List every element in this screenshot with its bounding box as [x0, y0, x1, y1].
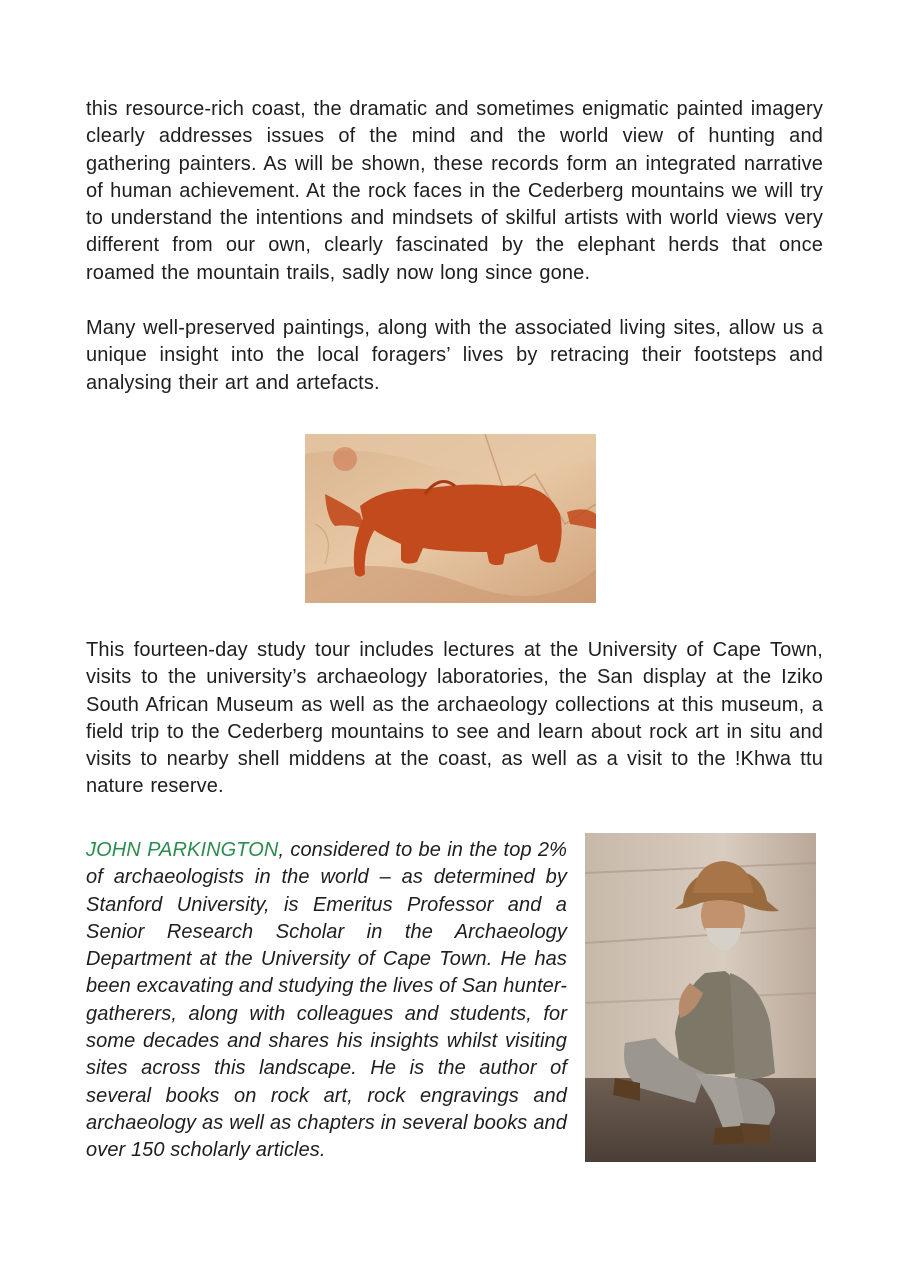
- rock-art-elephant-image: [305, 434, 596, 603]
- intro-paragraph: this resource-rich coast, the dramatic and sometimes enigmatic painted imagery clearly addresses issues of the mind and the world view of hunting and gathering painters. As will be shown, these records form an integrated narrative of human achievement. At the rock faces in the Cederberg mountains we will try to understand the intentions and mindsets of skilful artists with world views very different from our own, clearly fascinated by the elephant herds that once roamed the mountain trails, sadly now long since gone.: [86, 98, 823, 284]
- tour-description-paragraph: This fourteen-day study tour includes lectures at the University of Cape Town, visits to the university’s archaeology laboratories, the San display at the Iziko South African Museum as well as the archaeology collections at this museum, a field trip to the Cederberg mountains to see and learn about rock art in situ and visits to nearby shell middens at the coast, as well as a visit to the !Khwa ttu nature reserve.: [86, 639, 823, 798]
- bio-text: , considered to be in the top 2% of archaeologists in the world – as determined by Stanford University, is Emeritus Professor and a Senior Research Scholar in the Archaeology Department at the University of Cape Town. He has been excavating and studying the lives of San hunter-gatherers, along with colleagues and students, for some decades and shares his insights whilst visiting sites across this landscape. He is the author of several books on rock art, rock engravings and archaeology as well as chapters in several books and over 150 scholarly articles.: [86, 839, 568, 1162]
- portrait-image: [585, 833, 816, 1162]
- rock-art-elephant-photo: [305, 434, 596, 603]
- bio-paragraph: [86, 837, 567, 1165]
- paintings-paragraph: Many well-preserved paintings, along with the associated living sites, allow us a unique insight into the local foragers’ lives by retracing their footsteps and analysing their art and artefacts.: [86, 317, 823, 394]
- john-parkington-photo: [585, 833, 816, 1162]
- bio-name: JOHN PARKINGTON: [86, 839, 279, 861]
